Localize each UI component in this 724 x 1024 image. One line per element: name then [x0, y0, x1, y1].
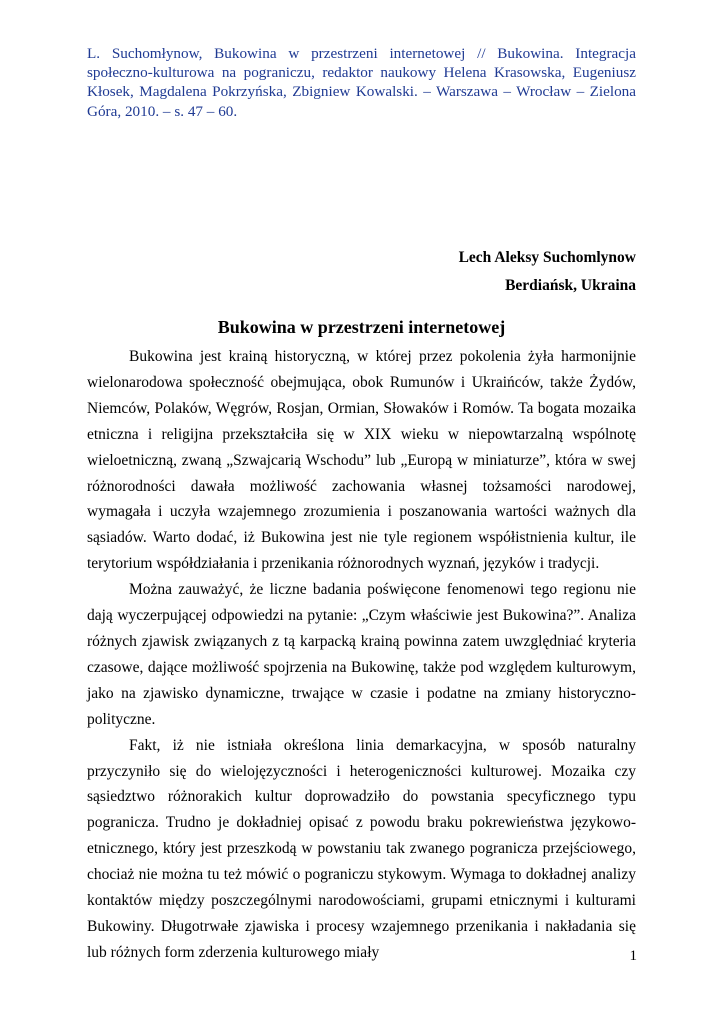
author-affiliation: Berdiańsk, Ukraina [505, 277, 636, 294]
citation-header: L. Suchomłynow, Bukowina w przestrzeni internetowej // Bukowina. Integracja społeczno-kulturowa na pograniczu, redaktor naukowy Helena Krasowska, Eugeniusz Kłosek, Magdalena Pokrzyńska, Zbigniew Kowalski. – Warszawa – Wrocław – Zielona Góra, 2010. – s. 47 – 60. [87, 45, 636, 120]
article-title: Bukowina w przestrzeni internetowej [217, 317, 506, 337]
author-name: Lech Aleksy Suchomlynow [458, 249, 636, 266]
paragraph: Bukowina jest krainą historyczną, w której przez pokolenia żyła harmonijnie wielonarodowa społeczność obejmująca, obok Rumunów i Ukraińców, także Żydów, Niemców, Polaków, Węgrów, Rosjan, Ormian, Słowaków i Romów. Ta bogata mozaika etniczna i religijna przekształciła się w XIX wieku w niepowtarzalną wspólnotę wieloetniczną, zwaną „Szwajcarią Wschodu” lub „Europą w miniaturze”, która w swej różnorodności dawała możliwość zachowania własnej tożsamości narodowej, wymagała i uczyła wzajemnego zrozumienia i poszanowania wartości ważnych dla sąsiadów. Warto dodać, iż Bukowina jest nie tyle regionem współistnienia kultur, ile terytorium współdziałania i przenikania różnorodnych wyznań, języków i tradycji. [87, 348, 636, 573]
author-block [459, 244, 636, 300]
page-number: 1 [629, 948, 637, 964]
paragraph: Fakt, iż nie istniała określona linia demarkacyjna, w sposób naturalny przyczyniło się do wielojęzyczności i heterogeniczności kulturowej. Mozaika czy sąsiedztwo różnorakich kultur doprowadziło do powstania specyficznego typu pogranicza. Trudno je dokładniej opisać z powodu braku pokrewieństwa językowo-etnicznego, który jest przeszkodą w powstaniu tak zwanego pogranicza przejściowego, chociaż nie można tu też mówić o pograniczu stykowym. Wymaga to dokładnej analizy kontaktów między poszczególnymi narodowościami, grupami etnicznymi i kulturami Bukowiny. Długotrwałe zjawiska i procesy wzajemnego przenikania i nakładania się lub różnych form zderzenia kulturowego miały [87, 736, 636, 961]
article-body [87, 344, 636, 966]
paragraph: Można zauważyć, że liczne badania poświęcone fenomenowi tego regionu nie dają wyczerpującej odpowiedzi na pytanie: „Czym właściwie jest Bukowina?”. Analiza różnych zjawisk związanych z tą karpacką krainą powinna zatem uwzględniać kryteria czasowe, dające możliwość spojrzenia na Bukowinę, także pod względem kulturowym, jako na zjawisko dynamiczne, trwające w czasie i podatne na zmiany historyczno-polityczne. [87, 581, 636, 728]
